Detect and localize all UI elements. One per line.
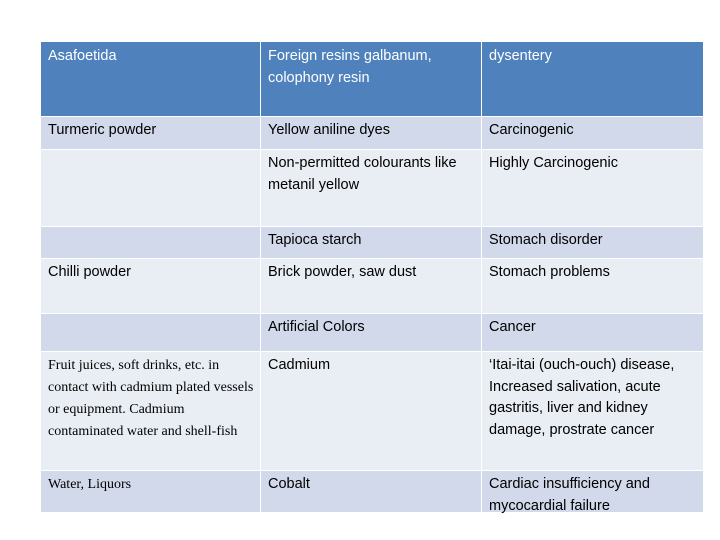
table-cell-adulterant: Cadmium bbox=[261, 352, 481, 470]
table-cell-food bbox=[41, 150, 260, 226]
table-cell-effect: Highly Carcinogenic bbox=[482, 150, 703, 226]
table-cell-food: Turmeric powder bbox=[41, 117, 260, 149]
table-cell-effect: Stomach disorder bbox=[482, 227, 703, 258]
table-cell-effect: Stomach problems bbox=[482, 259, 703, 313]
table-cell-effect: Cancer bbox=[482, 314, 703, 351]
header-cell-effect: dysentery bbox=[482, 42, 703, 116]
header-cell-adulterant: Foreign resins galbanum, colophony resin bbox=[261, 42, 481, 116]
table-cell-effect: Cardiac insufficiency and mycocardial failure bbox=[482, 471, 703, 512]
table-cell-adulterant: Non-permitted colourants like metanil yellow bbox=[261, 150, 481, 226]
table-cell-adulterant: Brick powder, saw dust bbox=[261, 259, 481, 313]
table-cell-food: Water, Liquors bbox=[41, 471, 260, 512]
table-cell-food bbox=[41, 227, 260, 258]
table-cell-effect: ‘Itai-itai (ouch-ouch) disease, Increased salivation, acute gastritis, liver and kidney damage, prostrate cancer bbox=[482, 352, 703, 470]
table-cell-adulterant: Yellow aniline dyes bbox=[261, 117, 481, 149]
table-cell-adulterant: Tapioca starch bbox=[261, 227, 481, 258]
table-cell-adulterant: Cobalt bbox=[261, 471, 481, 512]
table-cell-adulterant: Artificial Colors bbox=[261, 314, 481, 351]
table-cell-food: Fruit juices, soft drinks, etc. in contact with cadmium plated vessels or equipment. Cadmium contaminated water and shell-fish bbox=[41, 352, 260, 470]
table-cell-food: Chilli powder bbox=[41, 259, 260, 313]
adulterants-table bbox=[41, 42, 703, 512]
header-cell-food: Asafoetida bbox=[41, 42, 260, 116]
table-cell-effect: Carcinogenic bbox=[482, 117, 703, 149]
table-cell-food bbox=[41, 314, 260, 351]
